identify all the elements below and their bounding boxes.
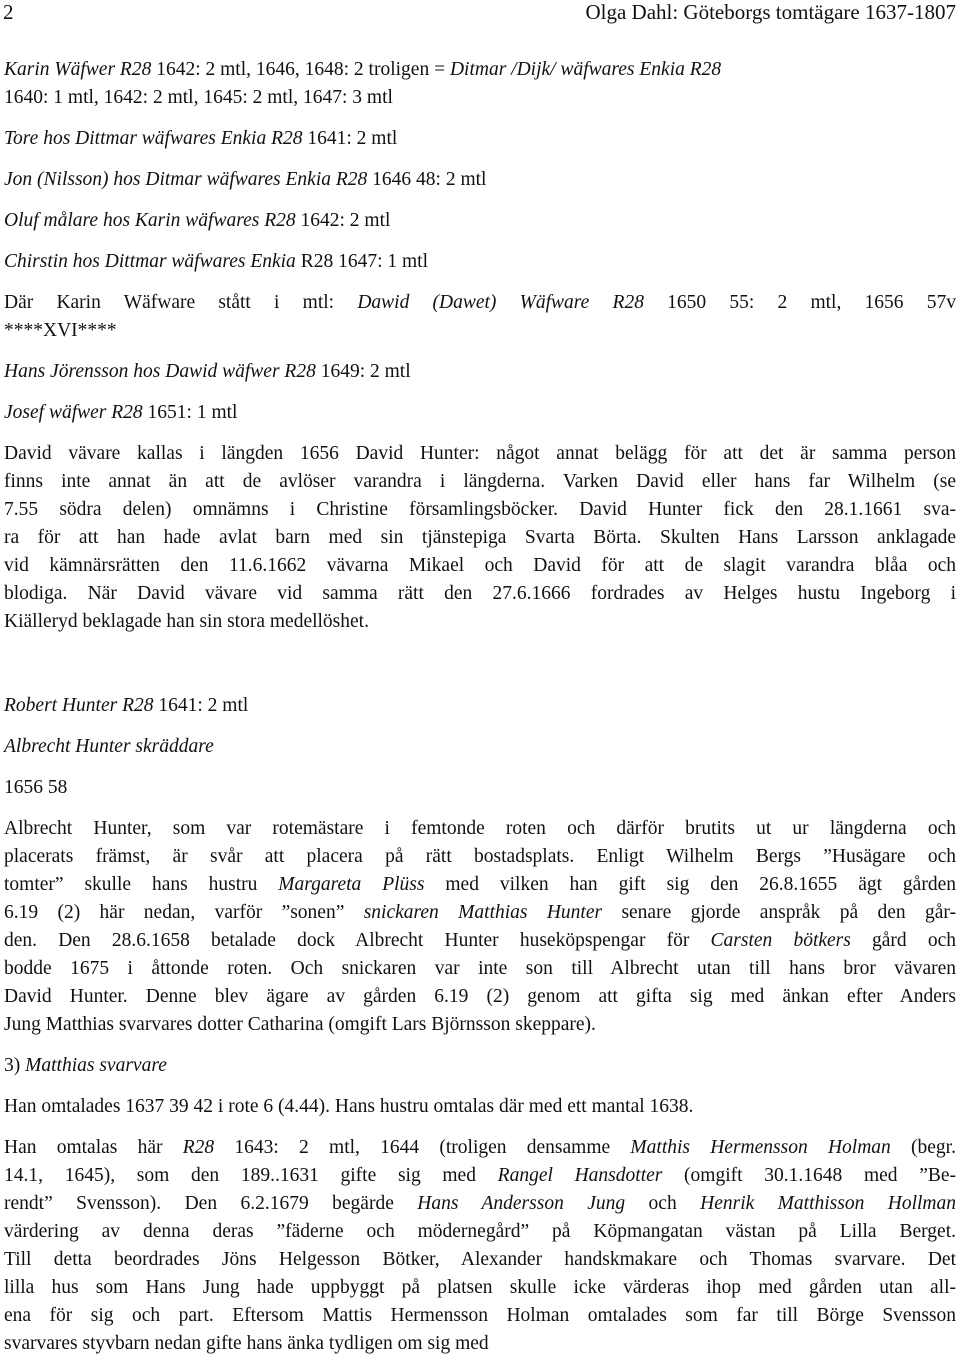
paragraph-line: ra för att han hade avlat barn med sin tjänstepiga Svarta Börta. Skulten Hans Larsson anklagade bbox=[4, 527, 956, 548]
entry-name: Albrecht Hunter skräddare bbox=[4, 736, 214, 757]
paragraph-line: 7.55 södra delen) omnämns i Christine församlingsböcker. David Hunter fick den 28.1.1661 sva- bbox=[4, 499, 956, 520]
albrecht-paragraph bbox=[4, 815, 956, 1039]
paragraph-line: Jung Matthias svarvares dotter Catharina (omgift Lars Björnsson skeppare). bbox=[4, 1014, 596, 1035]
entry-name: Dawid (Dawet) Wäfware R28 bbox=[357, 292, 644, 313]
paragraph-line: blodiga. När David vävare vid samma rätt den 27.6.1666 fordrades av Helges hustu Ingeborg i bbox=[4, 583, 956, 604]
person-name: Hans Andersson Jung bbox=[417, 1193, 626, 1214]
entry-albrecht-years: 1656 58 bbox=[4, 777, 68, 798]
entry-josef bbox=[4, 399, 956, 427]
running-title: Olga Dahl: Göteborgs tomtägare 1637-1807 bbox=[585, 0, 956, 24]
paragraph-line: svarvares styvbarn nedan gifte hans änka tydligen om sig med bbox=[4, 1333, 489, 1354]
entry-text: 1642: 2 mtl, 1646, 1648: 2 troligen = bbox=[151, 59, 450, 80]
paragraph-line: finns inte annat än att de avlöser varandra i längderna. Varken David eller hans far Wilhelm (se bbox=[4, 471, 956, 492]
entry-chirstin bbox=[4, 248, 956, 276]
entry-text: 1650 55: 2 mtl, 1656 57v bbox=[643, 292, 956, 313]
person-name: Matthis Hermensson Holman bbox=[630, 1137, 891, 1158]
paragraph-line: Kiälleryd beklagade han sin stora medellöshet. bbox=[4, 611, 369, 632]
source-ref: R28 bbox=[182, 1137, 215, 1158]
paragraph-line: vid kämnärsrätten den 11.6.1662 vävarna Mikael och David för att de slagit varandra blåa och bbox=[4, 555, 956, 576]
paragraph-text: 1643: 2 mtl, 1644 (troligen densamme bbox=[214, 1137, 631, 1158]
entry-text: 1640: 1 mtl, 1642: 2 mtl, 1645: 2 mtl, 1647: 3 mtl bbox=[4, 87, 393, 108]
entry-matthias bbox=[4, 1052, 956, 1080]
paragraph-text: (begr. bbox=[890, 1137, 956, 1158]
entry-karin bbox=[4, 56, 956, 112]
person-name: Rangel Hansdotter bbox=[497, 1165, 663, 1186]
paragraph-line: Albrecht Hunter, som var rotemästare i femtonde roten och därför brutits ut ur längderna och bbox=[4, 818, 956, 839]
paragraph-text: Han omtalas här bbox=[4, 1137, 183, 1158]
paragraph-line: ena för sig och part. Eftersom Mattis Hermensson Holman omtalades som far till Börge Svensson bbox=[4, 1305, 956, 1326]
paragraph-text: med vilken han gift sig den 26.8.1655 ägt gården bbox=[424, 874, 956, 895]
section-marker: ****XVI**** bbox=[4, 320, 117, 341]
paragraph-line: bodde 1675 i åttonde roten. Och snickaren var inte son till Albrecht utan till hans bror vävaren bbox=[4, 958, 956, 979]
entry-name: Karin Wäfwer R28 bbox=[4, 59, 152, 80]
entry-tore bbox=[4, 125, 956, 153]
entry-name: Josef wäfwer R28 bbox=[4, 402, 143, 423]
paragraph-text: 14.1, 1645), som den 189..1631 gifte sig med bbox=[4, 1165, 498, 1186]
entry-robert bbox=[4, 692, 956, 720]
entry-text: 1649: 2 mtl bbox=[315, 361, 411, 382]
entry-name: Robert Hunter R28 bbox=[4, 695, 154, 716]
person-name: Carsten bötkers bbox=[710, 930, 851, 951]
david-paragraph bbox=[4, 440, 956, 636]
paragraph-text: 6.19 (2) här nedan, varför ”sonen” bbox=[4, 902, 364, 923]
entry-text: 1651: 1 mtl bbox=[142, 402, 238, 423]
paragraph-text: och bbox=[625, 1193, 701, 1214]
paragraph-text: senare gjorde anspråk på den går- bbox=[602, 902, 956, 923]
paragraph-text: rendt” Svensson). Den 6.2.1679 begärde bbox=[4, 1193, 418, 1214]
paragraph-text: (omgift 30.1.1648 med ”Be- bbox=[662, 1165, 957, 1186]
person-name: Margareta Plüss bbox=[278, 874, 425, 895]
entry-name: Tore hos Dittmar wäfwares Enkia R28 bbox=[4, 128, 303, 149]
paragraph-line: Till detta beordrades Jöns Helgesson Bötker, Alexander handskmakare och Thomas svarvare. Det bbox=[4, 1249, 956, 1270]
entry-jon bbox=[4, 166, 956, 194]
matthias-paragraph-1: Han omtalades 1637 39 42 i rote 6 (4.44). Hans hustru omtalas där med ett mantal 1638. bbox=[4, 1096, 694, 1117]
entry-name: Ditmar /Dijk/ wäfwares Enkia R28 bbox=[449, 59, 722, 80]
entry-oluf bbox=[4, 207, 956, 235]
entry-name: Chirstin hos Dittmar wäfwares Enkia bbox=[4, 251, 296, 272]
person-name: snickaren Matthias Hunter bbox=[363, 902, 603, 923]
entry-name: Oluf målare hos Karin wäfwares R28 bbox=[4, 210, 296, 231]
entry-name: Jon (Nilsson) hos Ditmar wäfwares Enkia R28 bbox=[4, 169, 368, 190]
page-content bbox=[4, 56, 956, 1358]
paragraph-line: David vävare kallas i längden 1656 David Hunter: något annat belägg för att det är samma person bbox=[4, 443, 956, 464]
paragraph-text: tomter” skulle hans hustru bbox=[4, 874, 279, 895]
entry-text: 1642: 2 mtl bbox=[295, 210, 391, 231]
entry-text: 1641: 2 mtl bbox=[302, 128, 398, 149]
entry-name: Matthias svarvare bbox=[25, 1055, 167, 1076]
paragraph-text: den. Den 28.6.1658 betalade dock Albrecht Hunter huseköpspengar för bbox=[4, 930, 711, 951]
person-name: Henrik Matthisson Hollman bbox=[700, 1193, 957, 1214]
entry-hans bbox=[4, 358, 956, 386]
paragraph-line: värdering av denna deras ”fäderne och mödernegård” på Köpmangatan västan på Lilla Berget. bbox=[4, 1221, 956, 1242]
page-number: 2 bbox=[3, 0, 14, 24]
paragraph-line: David Hunter. Denne blev ägare av gården 6.19 (2) genom att gifta sig med änkan efter Anders bbox=[4, 986, 956, 1007]
entry-name: Hans Jörensson hos Dawid wäfwer R28 bbox=[4, 361, 316, 382]
paragraph-line: lilla hus som Hans Jung hade uppbyggt på platsen skulle icke värderas ihop med gården utan all- bbox=[4, 1277, 956, 1298]
entry-albrecht-title bbox=[4, 733, 956, 761]
entry-number: 3) bbox=[4, 1055, 26, 1076]
entry-text: 1646 48: 2 mtl bbox=[367, 169, 487, 190]
entry-text: R28 1647: 1 mtl bbox=[295, 251, 428, 272]
entry-text: 1641: 2 mtl bbox=[153, 695, 249, 716]
paragraph-line: placerats främst, är svår att placera på rätt bostadsplats. Enligt Wilhelm Bergs ”Husägare och bbox=[4, 846, 956, 867]
matthias-paragraph-2 bbox=[4, 1134, 956, 1358]
page-header bbox=[0, 0, 960, 30]
paragraph-text: gård och bbox=[850, 930, 956, 951]
entry-dawid bbox=[4, 289, 956, 345]
entry-text: Där Karin Wäfware stått i mtl: bbox=[4, 292, 358, 313]
